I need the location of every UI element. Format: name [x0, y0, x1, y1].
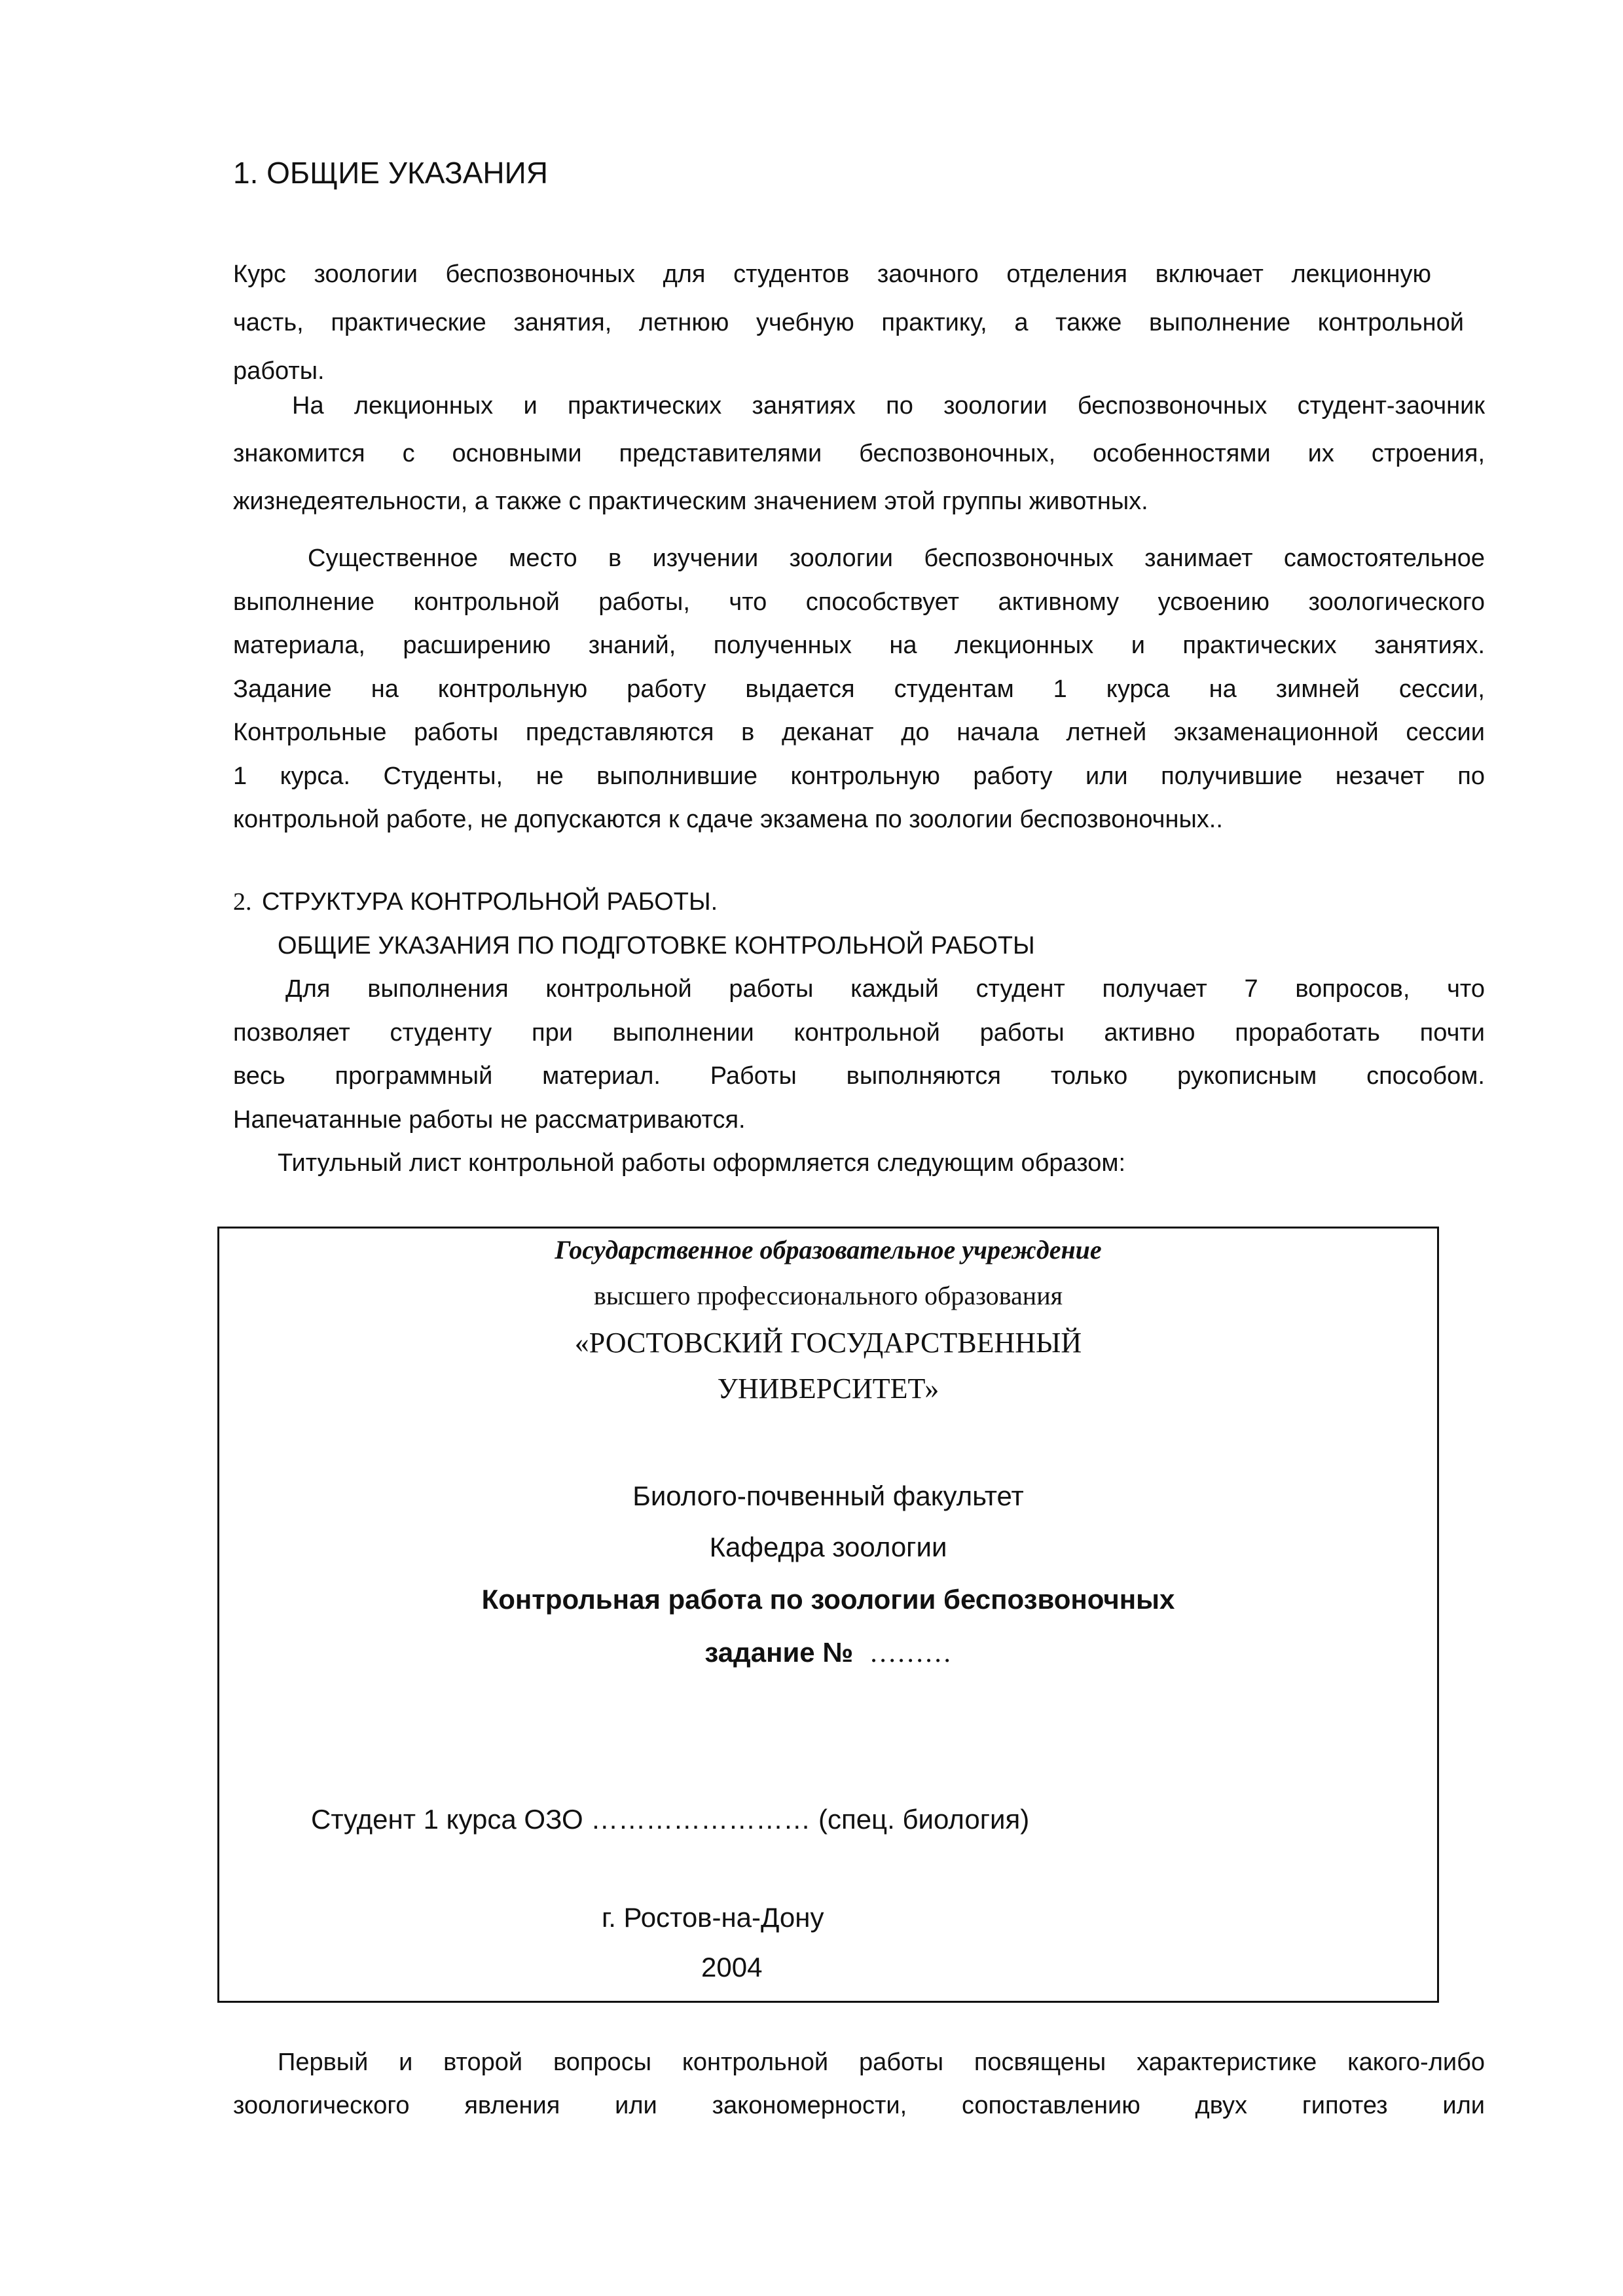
text-line: Для выполнения контрольной работы каждый студент получает 7 вопросов, что	[285, 975, 1485, 1003]
text-line: На лекционных и практических занятиях по зоологии беспозвоночных студент-заочник	[292, 392, 1485, 420]
text-line: весь программный материал. Работы выполняются только рукописным способом.	[233, 1062, 1485, 1090]
section2-number: 2.	[233, 888, 252, 916]
text-line: Контрольные работы представляются в деканат до начала летней экзаменационной сессии	[233, 719, 1485, 746]
text-line: контрольной работе, не допускаются к сдаче экзамена по зоологии беспозвоночных..	[233, 806, 1223, 833]
text-line: Первый и второй вопросы контрольной работы посвящены характеристике какого-либо	[278, 2049, 1485, 2076]
task-line	[219, 1636, 1437, 1670]
text-line: работы.	[233, 357, 325, 385]
title-page-sample	[217, 1227, 1439, 2003]
text-line: часть, практические занятия, летнюю учебную практику, а также выполнение контрольной	[233, 309, 1464, 336]
section2-heading	[233, 887, 718, 917]
work-title: Контрольная работа по зоологии беспозвоночных	[481, 1584, 1175, 1615]
faculty: Биолого-почвенный факультет	[632, 1480, 1024, 1511]
text-line: Существенное место в изучении зоологии беспозвоночных занимает самостоятельное	[308, 545, 1485, 572]
institution-type: Государственное образовательное учреждение	[555, 1235, 1102, 1265]
task-label: задание №	[704, 1637, 854, 1668]
text-line: выполнение контрольной работы, что способствует активному усвоению зоологического	[233, 588, 1485, 616]
text-line: зоологического явления или закономерности, сопоставлению двух гипотез или	[233, 2092, 1485, 2119]
text-line: 1 курса. Студенты, не выполнившие контрольную работу или получившие незачет по	[233, 762, 1485, 790]
university-line2: УНИВЕРСИТЕТ»	[717, 1372, 939, 1405]
text-line: знакомится с основными представителями беспозвоночных, особенностями их строения,	[233, 440, 1485, 467]
section2-title: СТРУКТУРА КОНТРОЛЬНОЙ РАБОТЫ.	[262, 888, 718, 916]
section1-heading: 1. ОБЩИЕ УКАЗАНИЯ	[233, 156, 548, 190]
section2-paragraph2: Титульный лист контрольной работы оформляется следующим образом:	[278, 1149, 1126, 1177]
text-line: Напечатанные работы не рассматриваются.	[233, 1106, 746, 1134]
student-line: Студент 1 курса ОЗО …………………… (спец. биология)	[311, 1804, 1030, 1835]
university-line1: «РОСТОВСКИЙ ГОСУДАРСТВЕННЫЙ	[574, 1327, 1082, 1359]
text-line: Курс зоологии беспозвоночных для студентов заочного отделения включает лекционную	[233, 260, 1431, 288]
text-line: Задание на контрольную работу выдается студентам 1 курса на зимней сессии,	[233, 675, 1485, 703]
text-line: материала, расширению знаний, полученных на лекционных и практических занятиях.	[233, 632, 1485, 659]
text-line: жизнедеятельности, а также с практическим значением этой группы животных.	[233, 488, 1148, 515]
year: 2004	[701, 1952, 763, 1982]
task-dots: ………	[869, 1638, 952, 1668]
education-level: высшего профессионального образования	[594, 1281, 1063, 1310]
city: г. Ростов-на-Дону	[602, 1902, 824, 1933]
text-line: позволяет студенту при выполнении контрольной работы активно проработать почти	[233, 1019, 1485, 1047]
department: Кафедра зоологии	[709, 1532, 947, 1562]
section2-subheading: ОБЩИЕ УКАЗАНИЯ ПО ПОДГОТОВКЕ КОНТРОЛЬНОЙ РАБОТЫ	[278, 932, 1035, 960]
